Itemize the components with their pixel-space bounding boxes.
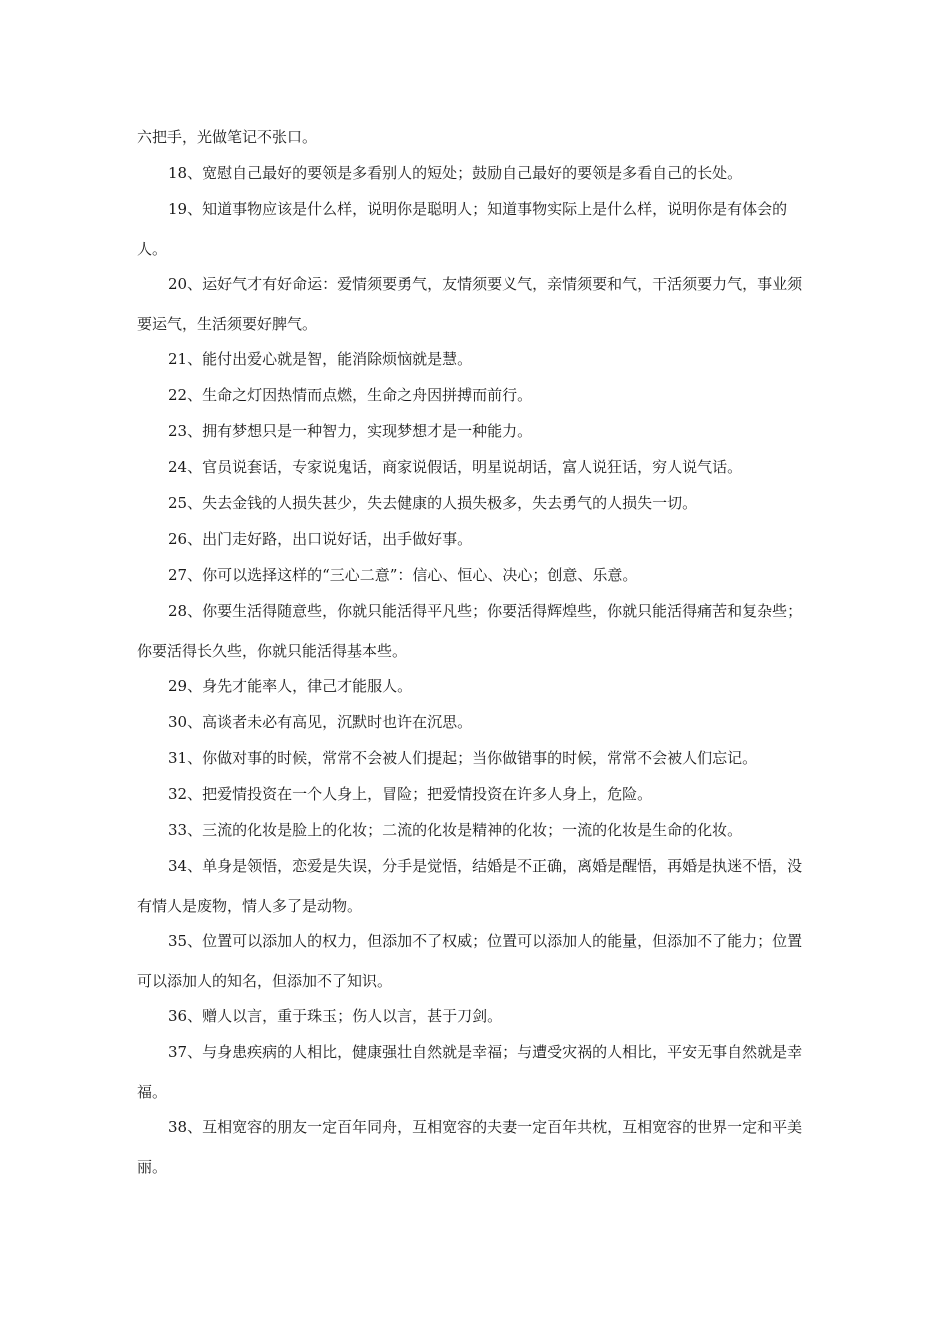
paragraph-18: 18、宽慰自己最好的要领是多看别人的短处；鼓励自己最好的要领是多看自己的长处。	[168, 164, 743, 182]
paragraph-27: 27、你可以选择这样的“三心二意”：信心、恒心、决心；创意、乐意。	[168, 566, 638, 584]
paragraph-20: 20、运好气才有好命运：爱情须要勇气，友情须要义气，亲情须要和气，干活须要力气，事业须要运气，生活须要好脾气。	[137, 275, 803, 333]
paragraph-29: 29、身先才能率人，律己才能服人。	[168, 677, 413, 695]
paragraph-38: 38、互相宽容的朋友一定百年同舟，互相宽容的夫妻一定百年共枕，互相宽容的世界一定和平美丽。	[137, 1118, 803, 1176]
paragraph-continuation: 六把手，光做笔记不张口。	[137, 128, 318, 146]
paragraph-25: 25、失去金钱的人损失甚少，失去健康的人损失极多，失去勇气的人损失一切。	[168, 494, 698, 512]
paragraph-37: 37、与身患疾病的人相比，健康强壮自然就是幸福；与遭受灾祸的人相比，平安无事自然就是幸福。	[137, 1043, 803, 1101]
paragraph-23: 23、拥有梦想只是一种智力，实现梦想才是一种能力。	[168, 422, 533, 440]
document-body	[137, 124, 817, 1189]
paragraph-30: 30、高谈者未必有高见，沉默时也许在沉思。	[168, 713, 473, 731]
paragraph-31: 31、你做对事的时候，常常不会被人们提起；当你做错事的时候，常常不会被人们忘记。	[168, 749, 758, 767]
paragraph-36: 36、赠人以言，重于珠玉；伤人以言，甚于刀剑。	[168, 1007, 503, 1025]
paragraph-21: 21、能付出爱心就是智，能消除烦恼就是慧。	[168, 350, 473, 368]
paragraph-19: 19、知道事物应该是什么样，说明你是聪明人；知道事物实际上是什么样，说明你是有体会的人。	[137, 200, 788, 258]
paragraph-32: 32、把爱情投资在一个人身上，冒险；把爱情投资在许多人身上，危险。	[168, 785, 653, 803]
paragraph-33: 33、三流的化妆是脸上的化妆；二流的化妆是精神的化妆；一流的化妆是生命的化妆。	[168, 821, 743, 839]
paragraph-26: 26、出门走好路，出口说好话，出手做好事。	[168, 530, 473, 548]
paragraph-24: 24、官员说套话，专家说鬼话，商家说假话，明星说胡话，富人说狂话，穷人说气话。	[168, 458, 743, 476]
paragraph-34: 34、单身是领悟，恋爱是失误，分手是觉悟，结婚是不正确，离婚是醒悟，再婚是执迷不悟，没有情人是废物，情人多了是动物。	[137, 857, 803, 915]
paragraph-28: 28、你要生活得随意些，你就只能活得平凡些；你要活得辉煌些，你就只能活得痛苦和复杂些；你要活得长久些，你就只能活得基本些。	[137, 602, 803, 660]
paragraph-35: 35、位置可以添加人的权力，但添加不了权威；位置可以添加人的能量，但添加不了能力；位置可以添加人的知名，但添加不了知识。	[137, 932, 803, 990]
paragraph-22: 22、生命之灯因热情而点燃，生命之舟因拼搏而前行。	[168, 386, 533, 404]
